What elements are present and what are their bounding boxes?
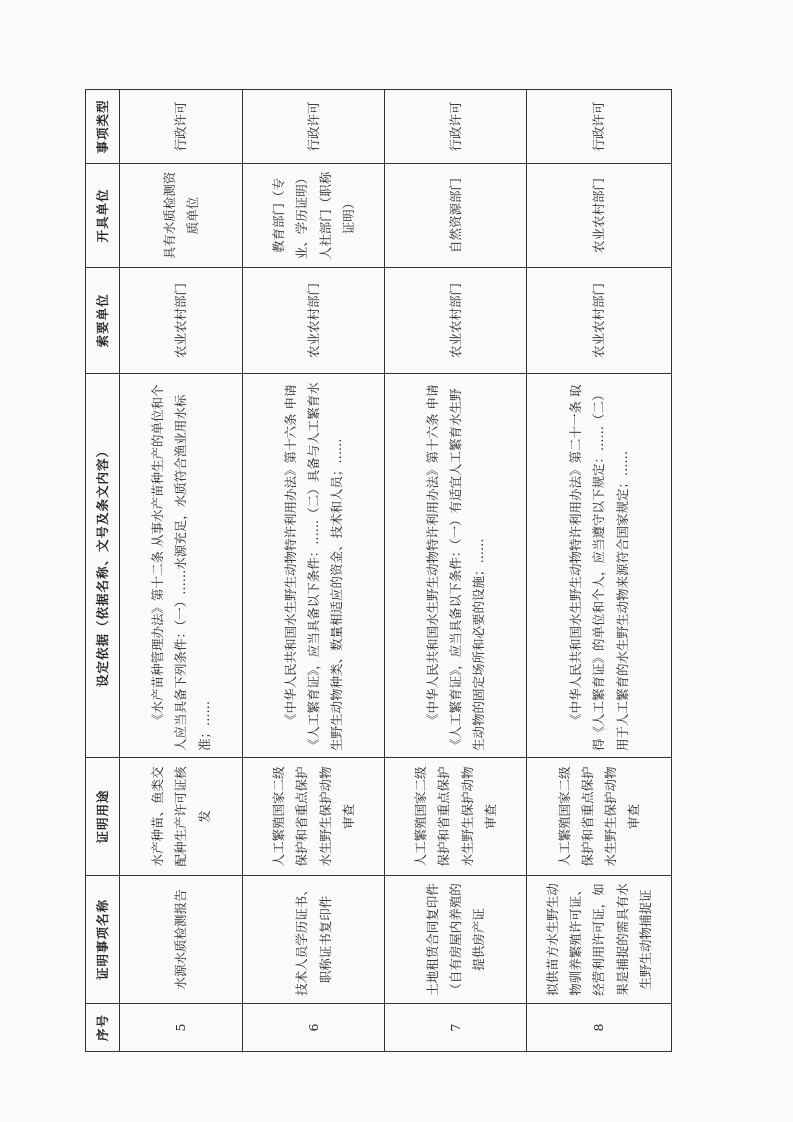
table-row <box>243 90 385 1052</box>
cell-requester: 农业农村部门 <box>120 268 243 374</box>
cell-issuer: 教育部门（专业、学历证明）人社部门（职称证明） <box>243 164 385 268</box>
cell-use: 人工繁殖国家二级保护和省重点保护水生野生保护动物审查 <box>243 758 385 876</box>
table-row <box>120 90 243 1052</box>
header-requester: 索要单位 <box>86 268 120 374</box>
cell-seq: 5 <box>120 1004 243 1052</box>
cell-basis: 《中华人民共和国水生野生动物特许利用办法》第二十一条 取得《人工繁育证》的单位和个人，应当遵守以下规定：……（二）用于人工繁育的水生野生动物来源符合国家规定；…… <box>527 374 672 758</box>
cell-name: 技术人员学历证书、职称证书复印件 <box>243 876 385 1004</box>
cell-type: 行政许可 <box>385 90 527 164</box>
header-basis: 设定依据（依据名称、文号及条文内容） <box>86 374 120 758</box>
cell-requester: 农业农村部门 <box>243 268 385 374</box>
header-issuer: 开具单位 <box>86 164 120 268</box>
cell-requester: 农业农村部门 <box>527 268 672 374</box>
cell-issuer: 具有水质检测资质单位 <box>120 164 243 268</box>
cell-basis: 《中华人民共和国水生野生动物特许利用办法》第十六条 申请《人工繁育证》，应当具备以下条件：……（二）具备与人工繁育水生野生动物种类、数量相适应的资金、技术和人员；…… <box>243 374 385 758</box>
cell-use: 人工繁殖国家二级保护和省重点保护水生野生保护动物审查 <box>527 758 672 876</box>
cell-issuer: 农业农村部门 <box>527 164 672 268</box>
cell-seq: 6 <box>243 1004 385 1052</box>
cell-use: 人工繁殖国家二级保护和省重点保护水生野生保护动物审查 <box>385 758 527 876</box>
table-row <box>385 90 527 1052</box>
cell-basis: 《水产苗种管理办法》第十二条 从事水产苗种生产的单位和个人应当具备下列条件：（一）……水源充足，水质符合渔业用水标准；…… <box>120 374 243 758</box>
header-type: 事项类型 <box>86 90 120 164</box>
cell-issuer: 自然资源部门 <box>385 164 527 268</box>
cell-type: 行政许可 <box>120 90 243 164</box>
cell-name: 拟供苗方水生野生动物驯养繁殖许可证、经营利用许可证，如果是捕捉的需具有水生野生动物捕捉证 <box>527 876 672 1004</box>
cell-use: 水产种苗、鱼类交配种生产许可证核发 <box>120 758 243 876</box>
cell-seq: 7 <box>385 1004 527 1052</box>
header-name: 证明事项名称 <box>86 876 120 1004</box>
rotated-table-container <box>85 90 671 1052</box>
cell-basis: 《中华人民共和国水生野生动物特许利用办法》第十六条 申请《人工繁育证》，应当具备以下条件：（一）有适宜人工繁育水生野生动物的固定场所和必要的设施；…… <box>385 374 527 758</box>
header-seq: 序号 <box>86 1004 120 1052</box>
cell-name: 土地租赁合同复印件（自有房屋内养殖的提供房产证 <box>385 876 527 1004</box>
header-use: 证明用途 <box>86 758 120 876</box>
certification-items-table <box>85 89 672 1052</box>
cell-type: 行政许可 <box>527 90 672 164</box>
table-row <box>527 90 672 1052</box>
cell-seq: 8 <box>527 1004 672 1052</box>
cell-type: 行政许可 <box>243 90 385 164</box>
cell-requester: 农业农村部门 <box>385 268 527 374</box>
cell-name: 水源水质检测报告 <box>120 876 243 1004</box>
table-header-row <box>86 90 120 1052</box>
